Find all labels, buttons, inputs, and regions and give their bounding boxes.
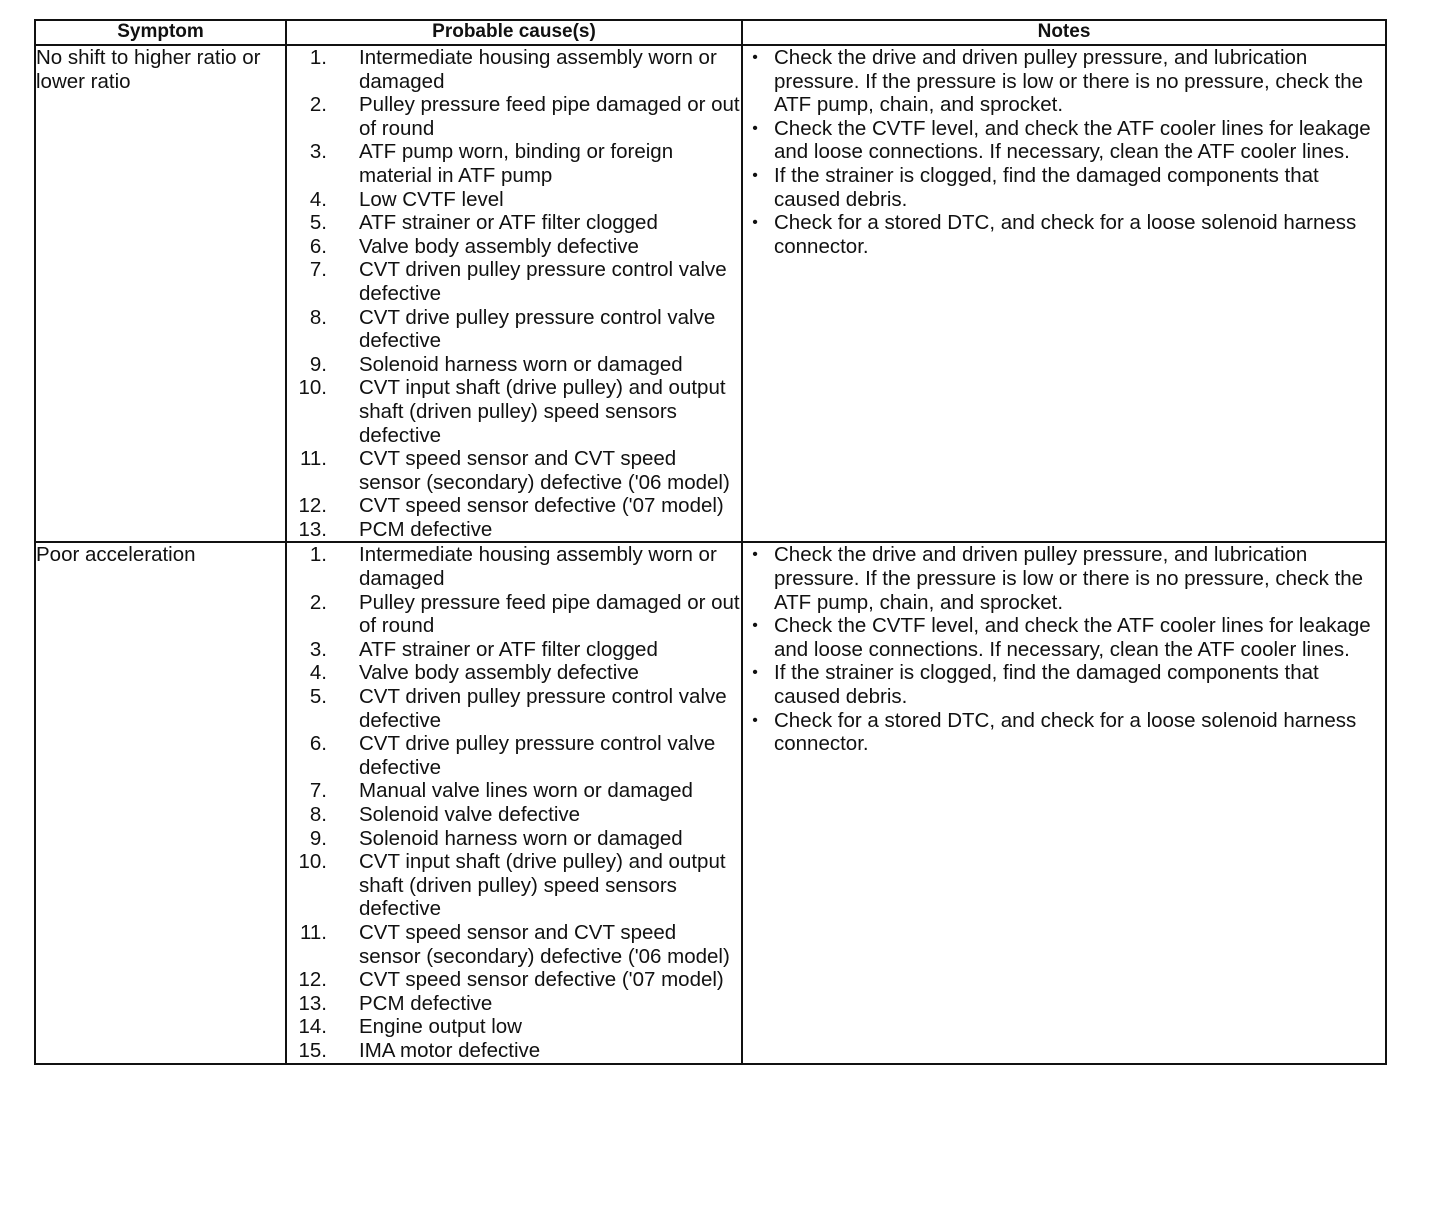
cause-number: 7. [309,779,327,803]
note-item [743,46,1385,117]
table-row [35,45,1386,542]
cause-text: Intermediate housing assembly worn or damaged [359,46,717,93]
cause-item [287,494,741,518]
cause-number: 13. [298,517,327,541]
cause-text: CVT speed sensor and CVT speed sensor (secondary) defective ('06 model) [359,920,730,968]
note-item [743,211,1385,258]
cause-number: 3. [309,637,327,661]
cause-text: Manual valve lines worn or damaged [359,779,693,803]
cause-text: CVT input shaft (drive pulley) and output shaft (driven pulley) speed sensors defective [359,376,726,447]
cause-text: PCM defective [359,991,493,1015]
cause-text: Intermediate housing assembly worn or damaged [359,543,717,591]
cause-number: 13. [298,991,327,1015]
cause-number: 3. [309,140,327,164]
cause-item [287,685,741,732]
cause-number: 2. [309,590,327,614]
cause-text: Solenoid harness worn or damaged [359,826,683,850]
cause-item [287,1039,741,1063]
cause-text: ATF pump worn, binding or foreign material in ATF pump [359,140,674,187]
cause-text: CVT drive pulley pressure control valve defective [359,305,716,353]
cause-item [287,803,741,827]
symptom-cell: Poor acceleration [35,542,286,1063]
cause-number: 7. [309,258,327,282]
cause-item [287,211,741,235]
cause-text: CVT speed sensor defective ('07 model) [359,968,724,992]
cause-item [287,968,741,992]
cause-number: 1. [309,46,327,69]
note-text: Check the CVTF level, and check the ATF cooler lines for leakage and loose connections. If necessary, clean the ATF cooler lines. [774,116,1371,164]
cause-number: 15. [298,1038,327,1062]
cause-number: 4. [309,187,327,211]
cause-item [287,661,741,685]
cause-item [287,306,741,353]
cause-item [287,258,741,305]
note-text: Check for a stored DTC, and check for a loose solenoid harness connector. [774,708,1357,756]
header-row [35,20,1386,45]
cause-number: 11. [300,447,327,471]
troubleshooting-table [34,19,1387,1065]
probable-causes-cell [286,542,742,1063]
cause-number: 12. [298,968,327,992]
cause-number: 8. [309,803,327,826]
table-row [35,542,1386,1063]
header-symptom: Symptom [35,20,286,45]
cause-text: Solenoid valve defective [359,803,581,826]
cause-text: Pulley pressure feed pipe damaged or out of round [359,590,740,638]
cause-item [287,732,741,779]
note-item [743,661,1385,708]
bullet-icon: • [752,546,758,564]
notes-cell [742,542,1386,1063]
cause-text: Valve body assembly defective [359,661,639,685]
symptom-cell: No shift to higher ratio or lower ratio [35,45,286,542]
cause-item [287,93,741,140]
cause-number: 12. [298,494,327,518]
cause-text: Low CVTF level [359,187,504,211]
cause-text: CVT driven pulley pressure control valve defective [359,258,727,305]
cause-number: 5. [309,211,327,235]
bullet-icon: • [752,214,758,232]
note-item [743,117,1385,164]
note-text: Check the CVTF level, and check the ATF cooler lines for leakage and loose connections. If necessary, clean the ATF cooler lines. [774,614,1371,661]
note-text: If the strainer is clogged, find the damaged components that caused debris. [774,661,1319,709]
note-item [743,164,1385,211]
cause-text: Solenoid harness worn or damaged [359,352,683,376]
cause-item [287,591,741,638]
cause-number: 5. [309,685,327,709]
bullet-icon: • [752,711,758,729]
bullet-icon: • [752,166,758,184]
note-item [743,543,1385,614]
notes-cell [742,45,1386,542]
bullet-icon: • [752,617,758,635]
cause-item [287,543,741,590]
cause-item [287,46,741,93]
bullet-icon: • [752,664,758,682]
note-list [743,543,1385,755]
cause-item [287,376,741,447]
cause-number: 14. [298,1015,327,1039]
note-text: If the strainer is clogged, find the damaged components that caused debris. [774,163,1319,211]
header-probable-causes: Probable cause(s) [286,20,742,45]
cause-number: 6. [309,732,327,756]
cause-text: CVT speed sensor defective ('07 model) [359,494,724,518]
cause-text: Valve body assembly defective [359,234,639,258]
cause-item [287,447,741,494]
bullet-icon: • [752,119,758,137]
cause-text: Engine output low [359,1015,522,1039]
cause-list [287,46,741,541]
cause-item [287,779,741,803]
note-list [743,46,1385,258]
cause-number: 4. [309,661,327,685]
note-item [743,709,1385,756]
cause-number: 1. [309,543,327,567]
cause-text: ATF strainer or ATF filter clogged [359,637,658,661]
cause-number: 9. [309,352,327,376]
cause-item [287,235,741,259]
cause-text: Pulley pressure feed pipe damaged or out of round [359,93,740,140]
probable-causes-cell [286,45,742,542]
bullet-icon: • [752,49,758,66]
cause-list [287,543,741,1062]
cause-number: 10. [298,850,327,874]
cause-number: 6. [309,234,327,258]
cause-text: ATF strainer or ATF filter clogged [359,211,658,235]
cause-item [287,827,741,851]
cause-item [287,188,741,212]
header-notes: Notes [742,20,1386,45]
note-text: Check the drive and driven pulley pressure, and lubrication pressure. If the pressure is low or there is no pressure, check the ATF pump, chain, and sprocket. [774,46,1364,117]
cause-item [287,638,741,662]
cause-item [287,921,741,968]
cause-number: 8. [309,305,327,329]
note-text: Check for a stored DTC, and check for a loose solenoid harness connector. [774,211,1357,258]
cause-text: PCM defective [359,517,493,541]
cause-item [287,1015,741,1039]
cause-text: IMA motor defective [359,1038,541,1062]
cause-text: CVT driven pulley pressure control valve defective [359,685,727,732]
cause-text: CVT speed sensor and CVT speed sensor (secondary) defective ('06 model) [359,447,730,494]
cause-item [287,850,741,921]
cause-item [287,992,741,1016]
cause-item [287,353,741,377]
table-body [35,45,1386,1064]
cause-number: 9. [309,826,327,850]
cause-number: 11. [300,920,327,944]
cause-text: CVT drive pulley pressure control valve defective [359,732,716,779]
cause-item [287,140,741,187]
cause-text: CVT input shaft (drive pulley) and output shaft (driven pulley) speed sensors defective [359,850,726,921]
note-item [743,614,1385,661]
note-text: Check the drive and driven pulley pressure, and lubrication pressure. If the pressure is low or there is no pressure, check the ATF pump, chain, and sprocket. [774,543,1364,614]
cause-item [287,518,741,542]
cause-number: 10. [298,376,327,400]
cause-number: 2. [309,93,327,117]
